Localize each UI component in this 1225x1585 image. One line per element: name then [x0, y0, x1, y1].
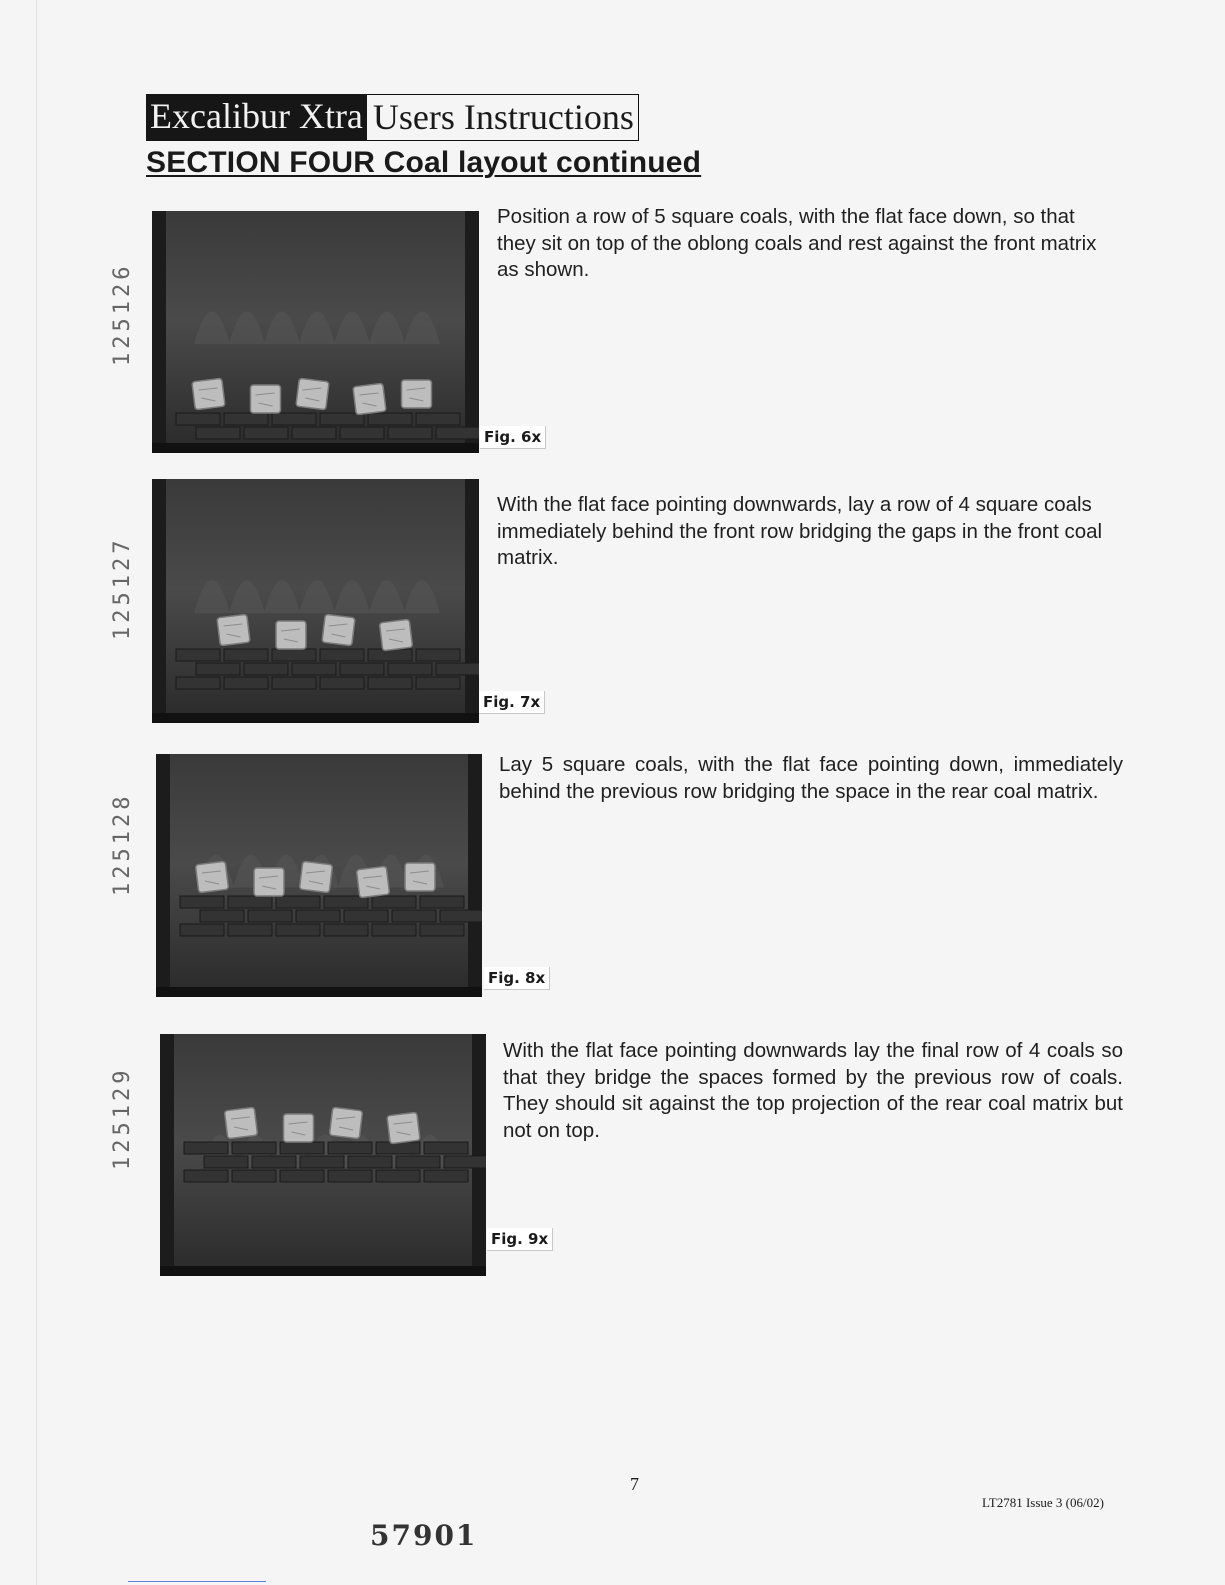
- square-coal: [276, 621, 306, 649]
- square-coal: [405, 863, 435, 891]
- page-number: 7: [630, 1474, 639, 1494]
- square-coal: [402, 380, 432, 408]
- instruction-text: With the flat face pointing downwards, lay a row of 4 square coals immediately behind the front row bridging the gaps in the front coal matrix.: [497, 493, 1103, 569]
- square-coal: [356, 866, 389, 897]
- square-coal: [353, 383, 386, 414]
- square-coal: [329, 1107, 362, 1138]
- product-title: Excalibur Xtra: [146, 94, 367, 141]
- part-code: 125128: [110, 792, 135, 896]
- square-coal: [224, 1107, 257, 1138]
- manual-title: Users Instructions: [367, 94, 639, 141]
- part-code: 125129: [110, 1066, 135, 1170]
- square-coal: [379, 619, 412, 650]
- square-coal: [296, 378, 329, 409]
- instruction-text: Lay 5 square coals, with the flat face pointing down, immediately behind the previous row bridging the space in the rear coal matrix.: [499, 753, 1123, 803]
- section-title: SECTION FOUR Coal layout continued: [146, 146, 702, 179]
- square-coal: [192, 378, 225, 409]
- part-code: 125126: [110, 262, 135, 366]
- square-coal: [299, 861, 332, 892]
- page-edge: [36, 0, 37, 1585]
- figure-label: Fig. 7x: [479, 691, 545, 714]
- square-coal: [217, 614, 250, 645]
- coal-photo: [160, 1034, 486, 1276]
- square-coal: [195, 861, 228, 892]
- coal-photo: [152, 479, 479, 723]
- document-header: [146, 94, 639, 141]
- coal-layout-illustration: [152, 479, 479, 723]
- coal-layout-illustration: [152, 211, 479, 453]
- square-coal: [254, 868, 284, 896]
- square-coal: [387, 1112, 420, 1143]
- coal-photo: [156, 754, 482, 997]
- square-coal: [284, 1114, 314, 1142]
- instruction-text: Position a row of 5 square coals, with the flat face down, so that they sit on top of the oblong coals and rest against the front matrix as shown.: [497, 205, 1097, 281]
- coal-layout-illustration: [160, 1034, 486, 1276]
- handwritten-stamp-number: 57901: [370, 1519, 478, 1552]
- scan-artifact-line: [128, 1581, 266, 1582]
- square-coal: [322, 614, 355, 645]
- coal-layout-illustration: [156, 754, 482, 997]
- figure-label: Fig. 9x: [487, 1228, 553, 1251]
- figure-label: Fig. 8x: [484, 967, 550, 990]
- figure-label: Fig. 6x: [480, 426, 546, 449]
- square-coal: [251, 385, 281, 413]
- instruction-text: With the flat face pointing downwards lay the final row of 4 coals so that they bridge the spaces formed by the previous row of coals. They should sit against the top projection of the rear coal matrix but not on top.: [503, 1039, 1123, 1142]
- part-code: 125127: [110, 536, 135, 640]
- document-reference: LT2781 Issue 3 (06/02): [982, 1495, 1104, 1510]
- coal-photo: [152, 211, 479, 453]
